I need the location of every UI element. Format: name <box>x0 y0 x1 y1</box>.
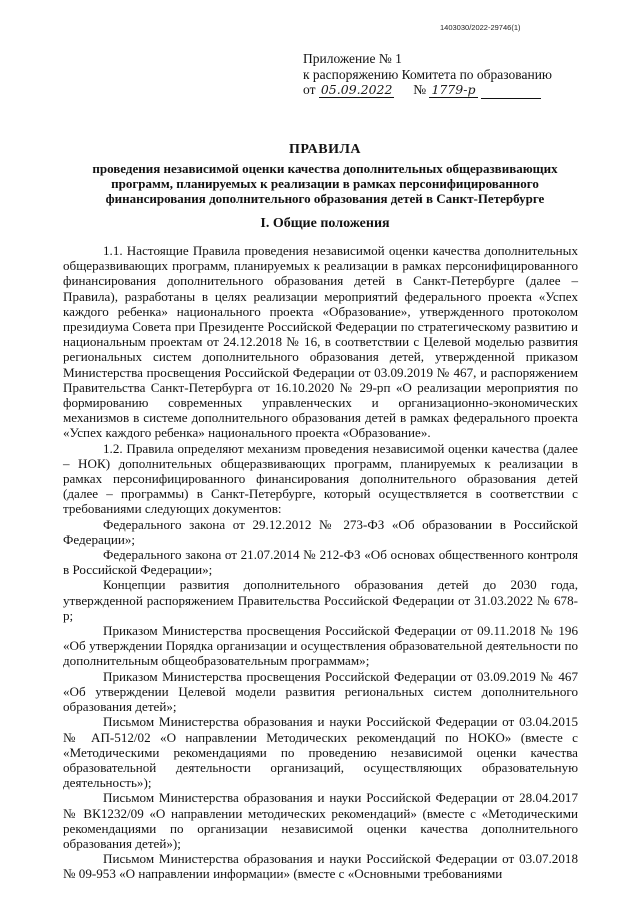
list-item: Федерального закона от 21.07.2014 № 212-ФЗ «Об основах общественного контроля в Российской Федерации»; <box>63 547 578 578</box>
appendix-reference: к распоряжению Комитета по образованию <box>303 66 553 82</box>
handwritten-number: 1779-р <box>431 82 476 97</box>
list-item: Приказом Министерства просвещения Российской Федерации от 09.11.2018 № 196 «Об утверждении Порядка организации и осуществления образовательной деятельности по дополнительным общеобразовательным программам»; <box>63 623 578 669</box>
paragraph-1-1: 1.1. Настоящие Правила проведения независимой оценки качества дополнительных общеразвивающих программ, планируемых к реализации в рамках персонифицированного финансирования дополнительного образования детей в Санкт-Петербурге (далее – Правила), разработаны в целях реализации мероприятий федерального проекта «Успех каждого ребенка» национального проекта «Образование», утвержденного протоколом президиума Совета при Президенте Российской Федерации по стратегическому развитию и национальным проектам от 24.12.2018 № 16, в соответствии с Целевой моделью развития региональных систем дополнительного образования детей, утвержденной приказом Министерства просвещения Российской Федерации от 03.09.2019 № 467, и распоряжением Правительства Санкт-Петербурга от 16.10.2020 № 29-рп «О реализации мероприятия по формированию современных управленческих и организационно-экономических механизмов в системе дополнительного образования детей в рамках федерального проекта «Успех каждого ребенка» национального проекта «Образование». <box>63 243 578 441</box>
appendix-title: Приложение № 1 <box>303 51 402 66</box>
number-label: № <box>413 82 427 97</box>
signature-line <box>481 97 541 99</box>
document-registration-number: 1403030/2022-29746(1) <box>440 23 521 32</box>
paragraph-1-2: 1.2. Правила определяют механизм проведения независимой оценки качества (далее – НОК) дополнительных общеразвивающих программ, планируемых к реализации в рамках персонифицированного финансирования дополнительного образования детей (далее – программы) в Санкт-Петербурге, который осуществляется в соответствии с требованиями следующих документов: <box>63 440 578 517</box>
list-item: Письмом Министерства образования и науки Российской Федерации от 03.04.2015 № АП-512/02 «О направлении Методических рекомендаций по НОКО» (вместе с «Методическими рекомендациями по проведению независимой оценки качества образовательной деятельности организаций, осуществляющих образовательную деятельность»); <box>63 714 578 791</box>
handwritten-date: 05.09.2022 <box>320 82 393 97</box>
list-item: Приказом Министерства просвещения Российской Федерации от 03.09.2019 № 467 «Об утверждении Целевой модели развития региональных систем дополнительного образования детей»; <box>63 668 578 715</box>
appendix-block <box>303 51 553 99</box>
document-subtitle: проведения независимой оценки качества дополнительных общеразвивающих программ, планируемых к реализации в рамках персонифицированного финансирования дополнительного образования детей в Санкт-Петербурге <box>92 161 558 206</box>
document-title: ПРАВИЛА <box>288 142 362 157</box>
date-label: от <box>303 82 316 97</box>
section-heading: I. Общие положения <box>260 216 390 231</box>
list-item: Федерального закона от 29.12.2012 № 273-ФЗ «Об образовании в Российской Федерации»; <box>63 516 578 547</box>
list-item: Письмом Министерства образования и науки Российской Федерации от 03.07.2018 № 09-953 «О направлении информации» (вместе с «Основными требованиями <box>63 851 578 882</box>
appendix-date-number-row <box>303 82 553 99</box>
list-item: Письмом Министерства образования и науки Российской Федерации от 28.04.2017 № ВК1232/09 «О направлении методических рекомендаций» (вместе с «Методическими рекомендациями по организации независимой оценки качества дополнительного образования детей»); <box>63 790 578 851</box>
document-body <box>63 243 578 882</box>
list-item: Концепции развития дополнительного образования детей до 2030 года, утвержденной распоряжением Правительства Российской Федерации от 31.03.2022 № 678-р; <box>63 577 578 623</box>
document-title-block <box>75 142 575 206</box>
